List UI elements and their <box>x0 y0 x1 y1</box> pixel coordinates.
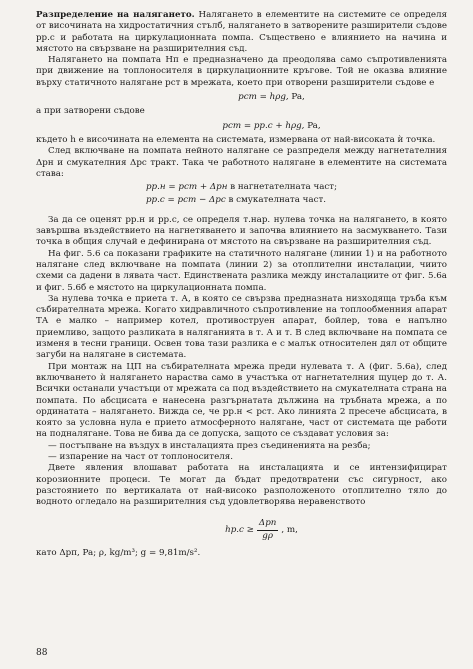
paragraph-corrosion: Двете явления влошават работата на инсталацията и се интензифицират корозионните процеси. Те могат да бъдат предотвратени със сигурност, ако разстоянието по вертикалата от най-високо разположеното отоплително тяло до водното огледало на разширителния съд удовлетворява неравенството <box>36 463 447 508</box>
fraction-numerator: Δpп <box>257 518 278 530</box>
equation-pressure-suction-formula: pр.с = pст − Δpс <box>146 195 226 206</box>
equation-inequality-left: hр.с ≥ <box>225 524 254 535</box>
page-number: 88 <box>36 647 48 658</box>
equation-inequality <box>76 518 447 542</box>
paragraph-zero-point: За да се оценят pр.н и pр.с, се определя т.нар. нулева точка на налягането, в която завършва въздействието на нагнетяването и започва влиянието на засмукването. Тази точка в общия случай е дефинирана от мястото на свързване на разширителния съд. <box>36 214 447 248</box>
paragraph-closed-vessels: а при затворени съдове <box>36 106 145 117</box>
paragraph-pump-distribution: След включване на помпата нейното налягане се разпределя между нагнетателния Δpн и смукателния Δpс тракт. Така че работното налягане в елементите на системата става: <box>36 146 447 179</box>
equation-static-closed <box>36 121 447 132</box>
paragraph-pump-mounting: При монтаж на ЦП на събирателната мрежа преди нулевата т. А (фиг. 5.6а), след включването ѝ налягането нараства само в участъка от нагнетателния щуцер до т. А. Всички останали участъци от мрежата са под въздействието на смукателната страна на помпата. По абсцисата е нанесена разгърнатата дължина на тръбната мрежа, а по ординатата – налягането. Вижда се, че pр.н < pст. Ако линията 2 пресече абсцисата, в която за условна нула е прието атмосферното налягане, част от системата ще работи на подналягане. Това не бива да се допуска, защото се създават условия за: <box>36 361 447 440</box>
equation-pressure-suction-text: в смукателната част. <box>228 195 327 206</box>
list-item-evaporation: — изпарение на част от топлоносителя. <box>48 451 233 462</box>
paragraph-zero-point-a: За нулева точка е приета т. А, в която се свързва предназната низходяща тръба към събирателната мрежа. Когато хидравличното съпротивление на топлообменния апарат ТА е малко – например котел, противоструен апарат, бойлер, това е напълно приемливо, защото разликата в наляганията в т. А и т. В след включване на помпата се изменя в тесни граници. Освен това тази разлика е с малък относителен дял от общите загуби на налягане в системата. <box>36 293 447 361</box>
equation-inequality-unit: , m, <box>281 524 298 535</box>
equation-inequality-fraction <box>257 518 278 542</box>
paragraph-figure-ref: На фиг. 5.6 са показани графиките на статичното налягане (линии 1) и на работното налягане след включване на помпата (линии 2) за отоплителни инсталации, чиито схеми са дадени в лявата част. Единствената разлика между инсталациите от фиг. 5.6а и фиг. 5.6б е мястото на циркулационната помпа. <box>36 248 447 293</box>
equation-pressure-suction <box>36 195 447 206</box>
paragraph-pump-pressure: Налягането на помпата Hп е предназначено да преодолява само съпротивленията при движение на топлоносителя в циркулационните кръгове. Той не оказва влияние върху статичното налягане pст в мрежата, което при отворени разширители съдове е <box>36 55 447 88</box>
equation-pressure-discharge-formula: pр.н = pст + Δpн <box>146 182 228 193</box>
paragraph-intro-text: Налягането в елементите на системите се определя от височината на хидростатичния стълб, налягането в затворените разширители съдове pр.с и работата на циркулационната помпа. Съществено е влиянието на начина и мястото на свързване на разширителния съд. <box>36 10 447 54</box>
equation-pressure-discharge <box>36 182 447 193</box>
fraction-denominator: gρ <box>262 530 273 541</box>
equation-static-closed-unit: Pa, <box>307 120 321 131</box>
list-item-air-ingress: — постъпване на въздух в инсталацията през съединенията на резба; <box>48 440 371 451</box>
paragraph-units: като Δpп, Pa; ρ, kg/m³; g = 9,81m/s². <box>36 548 201 559</box>
equation-static-open <box>36 92 447 103</box>
equation-static-closed-formula: pст = pр.с + hρg, <box>222 120 305 131</box>
section-heading: Разпределение на налягането. <box>36 10 195 20</box>
equation-static-open-formula: pст = hρg, <box>238 92 289 103</box>
paragraph-height-def: където h е височината на елемента на системата, измервана от най-високата ѝ точка. <box>36 134 436 145</box>
equation-pressure-discharge-text: в нагнетателната част; <box>230 182 337 193</box>
equation-static-open-unit: Pa, <box>291 92 305 103</box>
paragraph-intro <box>36 10 447 55</box>
